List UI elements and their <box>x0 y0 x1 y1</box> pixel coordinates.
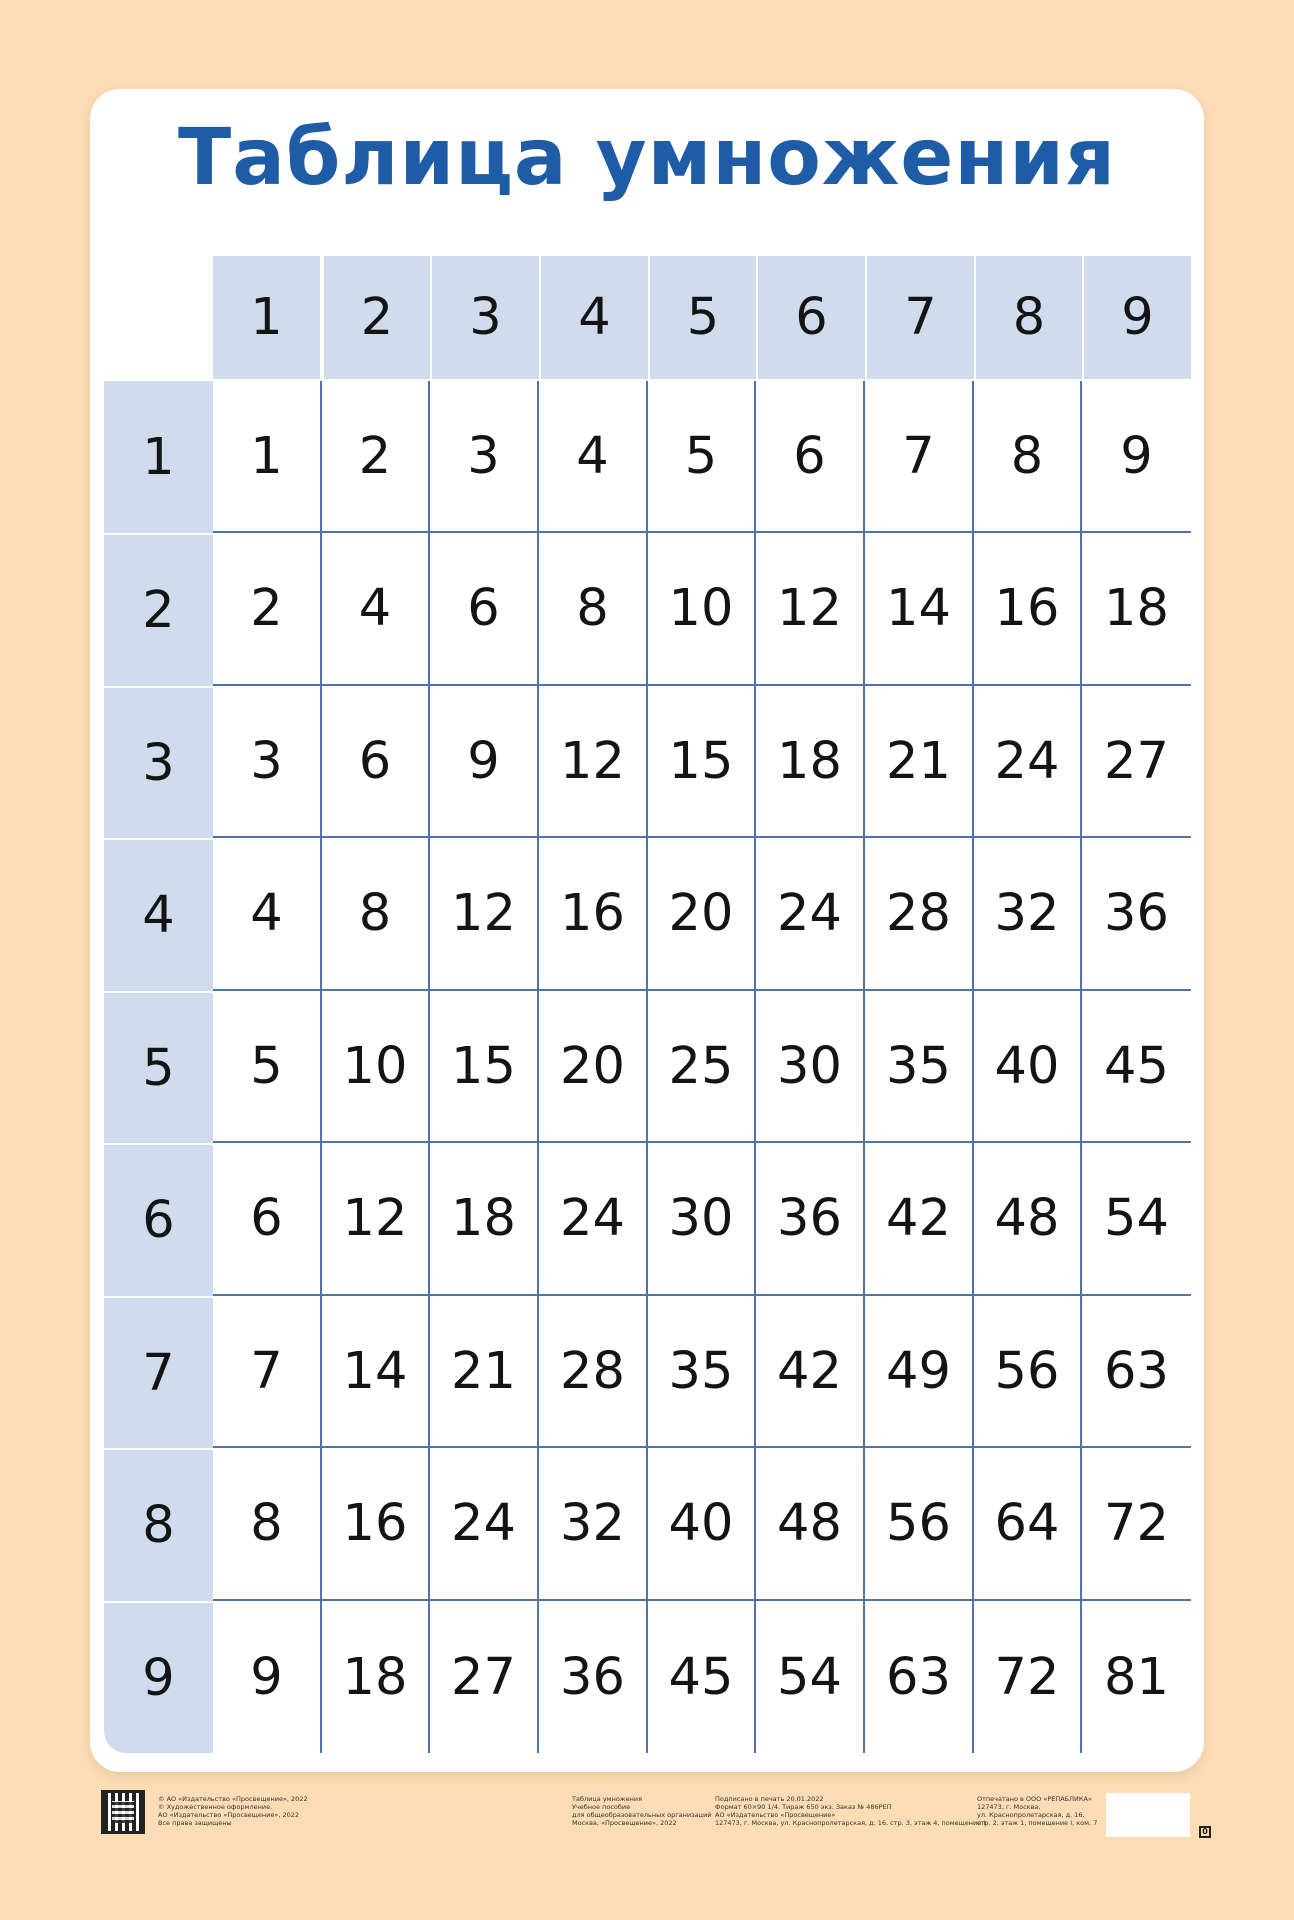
table-cell: 5 <box>213 991 322 1143</box>
column-header: 5 <box>650 256 756 379</box>
table-cell: 63 <box>1082 1296 1191 1448</box>
copyright-text: © АО «Издательство «Просвещение», 2022 © Художественное оформление. АО «Издательство «Просвещение», 2022 Все права защищены <box>158 1795 308 1827</box>
table-cell: 21 <box>865 686 974 838</box>
table-cell: 35 <box>865 991 974 1143</box>
table-cell: 16 <box>974 533 1082 686</box>
table-cell: 24 <box>974 686 1082 838</box>
table-cell: 36 <box>1082 838 1191 991</box>
product-info: Таблица умножения Учебное пособие для общеобразовательных организаций Москва, «Просвещение», 2022 <box>572 1795 712 1827</box>
table-cell: 42 <box>865 1143 974 1296</box>
table-cell: 64 <box>974 1448 1082 1601</box>
print-info: Подписано в печать 20.01.2022 Формат 60×90 1/4. Тираж 650 экз. Заказ № 486РЕП АО «Издательство «Просвещение» 127473, г. Москва, ул. Краснопролетарская, д. 16, стр. 3, этаж 4, помещение I <box>715 1795 986 1827</box>
table-cell: 20 <box>539 991 648 1143</box>
table-cell: 15 <box>648 686 756 838</box>
table-cell: 4 <box>539 381 648 533</box>
table-cell: 30 <box>648 1143 756 1296</box>
age-rating-badge: 0 <box>1199 1826 1211 1838</box>
table-cell: 56 <box>974 1296 1082 1448</box>
qr-code-icon <box>104 1793 142 1831</box>
table-cell: 28 <box>865 838 974 991</box>
table-cell: 2 <box>213 533 322 686</box>
row-header: 1 <box>104 381 213 533</box>
table-cell: 27 <box>430 1601 539 1753</box>
table-cell: 28 <box>539 1296 648 1448</box>
column-header: 1 <box>213 256 320 379</box>
table-cell: 24 <box>430 1448 539 1601</box>
column-header: 4 <box>541 256 648 379</box>
table-cell: 32 <box>974 838 1082 991</box>
table-cell: 63 <box>865 1601 974 1753</box>
table-cell: 45 <box>1082 991 1191 1143</box>
printer-info: Отпечатано в ООО «РЕПАБЛИКА» 127473, г. Москва, ул. Краснопролетарская, д. 16, стр. 2, этаж 1, помещение I, ком. 7 <box>977 1795 1098 1827</box>
table-cell: 10 <box>322 991 430 1143</box>
row-header: 5 <box>104 993 213 1143</box>
table-cell: 25 <box>648 991 756 1143</box>
table-cell: 16 <box>322 1448 430 1601</box>
table-cell: 81 <box>1082 1601 1191 1753</box>
column-header: 9 <box>1084 256 1191 379</box>
table-cell: 8 <box>539 533 648 686</box>
table-cell: 20 <box>648 838 756 991</box>
table-cell: 40 <box>648 1448 756 1601</box>
row-header: 2 <box>104 535 213 686</box>
table-cell: 3 <box>430 381 539 533</box>
table-cell: 72 <box>1082 1448 1191 1601</box>
table-cell: 7 <box>865 381 974 533</box>
table-cell: 30 <box>756 991 865 1143</box>
table-cell: 1 <box>213 381 322 533</box>
table-cell: 35 <box>648 1296 756 1448</box>
table-cell: 9 <box>1082 381 1191 533</box>
row-header: 8 <box>104 1450 213 1601</box>
table-cell: 10 <box>648 533 756 686</box>
table-cell: 32 <box>539 1448 648 1601</box>
table-cell: 5 <box>648 381 756 533</box>
table-cell: 45 <box>648 1601 756 1753</box>
row-header: 7 <box>104 1298 213 1448</box>
table-cell: 54 <box>756 1601 865 1753</box>
table-cell: 6 <box>213 1143 322 1296</box>
table-cell: 27 <box>1082 686 1191 838</box>
row-header: 9 <box>104 1603 213 1753</box>
table-cell: 21 <box>430 1296 539 1448</box>
table-cell: 49 <box>865 1296 974 1448</box>
table-cell: 7 <box>213 1296 322 1448</box>
table-cell: 4 <box>322 533 430 686</box>
table-cell: 40 <box>974 991 1082 1143</box>
column-header: 3 <box>432 256 539 379</box>
table-cell: 18 <box>1082 533 1191 686</box>
table-cell: 9 <box>430 686 539 838</box>
row-header: 3 <box>104 688 213 838</box>
table-cell: 9 <box>213 1601 322 1753</box>
table-cell: 14 <box>322 1296 430 1448</box>
page-title: Таблица умножения <box>178 113 1116 203</box>
column-header: 7 <box>867 256 974 379</box>
table-cell: 6 <box>322 686 430 838</box>
table-cell: 18 <box>322 1601 430 1753</box>
table-cell: 3 <box>213 686 322 838</box>
table-cell: 14 <box>865 533 974 686</box>
table-cell: 8 <box>322 838 430 991</box>
table-cell: 42 <box>756 1296 865 1448</box>
table-cell: 36 <box>539 1601 648 1753</box>
table-cell: 15 <box>430 991 539 1143</box>
table-cell: 12 <box>430 838 539 991</box>
row-header: 4 <box>104 840 213 991</box>
table-cell: 6 <box>430 533 539 686</box>
table-cell: 12 <box>756 533 865 686</box>
table-cell: 24 <box>539 1143 648 1296</box>
table-cell: 12 <box>539 686 648 838</box>
table-cell: 6 <box>756 381 865 533</box>
table-cell: 2 <box>322 381 430 533</box>
table-cell: 18 <box>756 686 865 838</box>
table-cell: 56 <box>865 1448 974 1601</box>
table-cell: 48 <box>974 1143 1082 1296</box>
table-cell: 48 <box>756 1448 865 1601</box>
table-cell: 8 <box>974 381 1082 533</box>
table-cell: 54 <box>1082 1143 1191 1296</box>
imprint-footer <box>0 1793 1294 1843</box>
table-cell: 16 <box>539 838 648 991</box>
column-header: 2 <box>324 256 430 379</box>
table-cell: 8 <box>213 1448 322 1601</box>
row-header: 6 <box>104 1145 213 1296</box>
table-cell: 36 <box>756 1143 865 1296</box>
table-cell: 72 <box>974 1601 1082 1753</box>
table-cell: 18 <box>430 1143 539 1296</box>
table-cell: 4 <box>213 838 322 991</box>
column-header: 8 <box>976 256 1082 379</box>
table-cell: 24 <box>756 838 865 991</box>
column-header: 6 <box>758 256 865 379</box>
blank-label-box <box>1106 1793 1190 1837</box>
table-cell: 12 <box>322 1143 430 1296</box>
